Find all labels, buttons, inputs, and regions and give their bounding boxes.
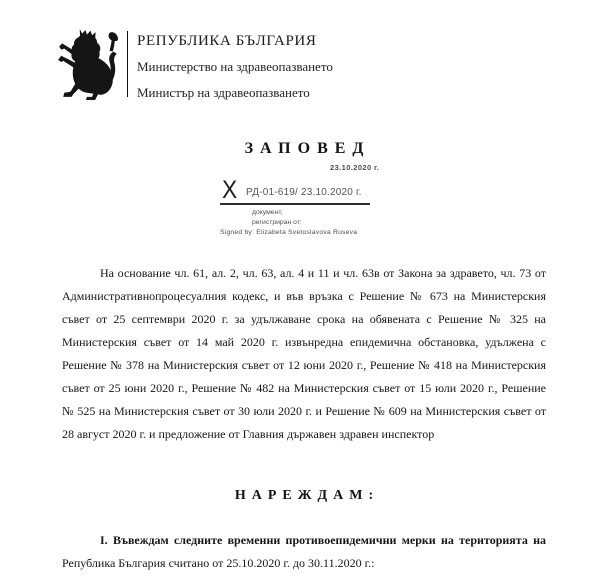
minister-title: Министър на здравеопазването bbox=[137, 85, 310, 100]
signature-stamp bbox=[220, 175, 372, 238]
order-item-1-paragraph bbox=[62, 529, 546, 575]
bulgarian-lion-coat-of-arms-icon bbox=[58, 28, 122, 100]
document-title: ЗАПОВЕД bbox=[244, 140, 371, 157]
stamp-caption-line1: документ, bbox=[252, 209, 283, 216]
legal-basis-paragraph bbox=[62, 262, 546, 446]
paragraph-line: Решение № 378 на Министерския съвет от 12 юни 2020 г., Решение № 418 на Министерския bbox=[62, 358, 546, 372]
letterhead bbox=[58, 28, 333, 101]
republic-title: РЕПУБЛИКА БЪЛГАРИЯ bbox=[137, 33, 317, 49]
letterhead-divider bbox=[127, 31, 128, 97]
signature-line bbox=[220, 175, 370, 205]
stamp-small-date: 23.10.2020 г. bbox=[330, 163, 380, 172]
paragraph-line: съвет от 25 септември 2020 г. за удължаване срока на обявената с Решение № 325 на bbox=[62, 312, 546, 326]
paragraph-line: 28 август 2020 г. и предложение от Главния държавен здравен инспектор bbox=[62, 427, 435, 441]
paragraph-line: I. Въвеждам следните временни противоепидемични мерки на територията на bbox=[100, 533, 546, 547]
paragraph-line: Република България считано от 25.10.2020 г. до 30.11.2020 г.: bbox=[62, 556, 375, 570]
paragraph-line: Административнопроцесуалния кодекс, и във връзка с Решение № 673 на Министерския bbox=[62, 289, 546, 303]
paragraph-line: № 525 на Министерския съвет от 30 юли 2020 г. и Решение № 609 на Министерския съвет от bbox=[62, 404, 546, 418]
ministry-name: Министерство на здравеопазването bbox=[137, 59, 333, 74]
stamp-caption-line2: регистриран от: bbox=[252, 218, 302, 226]
paragraph-line: На основание чл. 61, ал. 2, чл. 63, ал. 4 и 11 и чл. 63в от Закона за здравето, чл. 73 от bbox=[100, 266, 546, 280]
order-heading: НАРЕЖДАМ: bbox=[234, 488, 380, 503]
stamp-signed-by: Signed by: Elizabeta Svetoslavova Ruseva bbox=[220, 228, 358, 236]
paragraph-line: Министерския съвет от 14 май 2020 г. извънредна епидемична обстановка, удължена с bbox=[62, 335, 546, 349]
order-number: РД-01-619/ 23.10.2020 г. bbox=[246, 187, 362, 198]
paragraph-line: съвет от 25 юни 2020 г., Решение № 482 на Министерския съвет от 15 юли 2020 г., Решение bbox=[62, 381, 546, 395]
signature-x-mark-icon: X bbox=[222, 175, 238, 205]
